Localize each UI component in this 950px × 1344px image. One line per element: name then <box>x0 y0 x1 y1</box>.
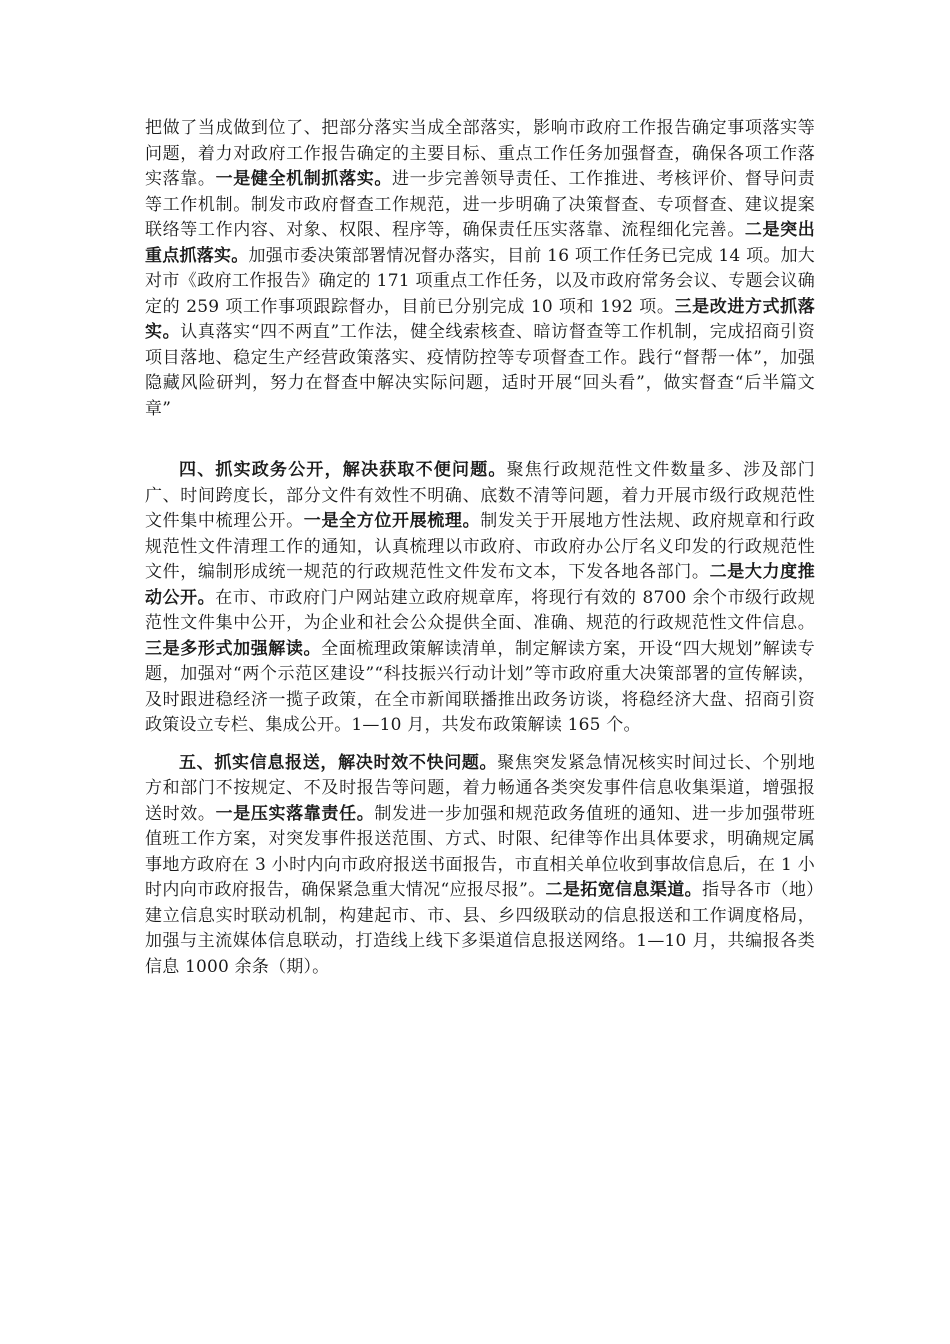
section-heading: 四、抓实政务公开，解决获取不便问题。 <box>179 460 507 480</box>
paragraph-supervision <box>145 116 815 422</box>
paragraph-heading: 二是大力度推动公开。 <box>145 562 815 608</box>
paragraph-text: 认真落实“四不两直”工作法，健全线索核查、暗访督查等工作机制，完成招商引资项目落地、稳定生产经营政策落实、疫情防控等专项督查工作。践行“督帮一体”，加强隐藏风险研判，努力在督查中解决实际问题，适时开展“回头看”，做实督查“后半篇文章” <box>145 322 815 419</box>
paragraph-text: 把做了当成做到位了、把部分落实当成全部落实，影响市政府工作报告确定事项落实等问题，着力对政府工作报告确定的主要目标、重点工作任务加强督查，确保各项工作落实落靠。 <box>145 118 815 189</box>
paragraph-heading: 二是突出重点抓落实。 <box>145 220 815 266</box>
paragraph-text: 全面梳理政策解读清单，制定解读方案，开设“四大规划”解读专题，加强对“两个示范区建设”“科技振兴行动计划”等市政府重大决策部署的宣传解读，及时跟进稳经济一揽子政策，在全市新闻联播推出政务访谈，将稳经济大盘、招商引资政策设立专栏、集成公开。1—10 月，共发布政策解读 165 个。 <box>145 638 816 735</box>
paragraph-heading: 一是健全机制抓落实。 <box>215 169 393 189</box>
document-page <box>145 116 815 980</box>
paragraph-heading: 三是多形式加强解读。 <box>145 638 322 659</box>
paragraph-text: 加强市委决策部署情况督办落实，目前 16 项工作任务已完成 14 项。加大对市《政府工作报告》确定的 171 项重点工作任务，以及市政府常务会议、专题会议确定的 259 项工作事项跟踪督办，目前已分别完成 10 项和 192 项。 <box>145 245 816 317</box>
paragraph-heading: 二是拓宽信息渠道。 <box>545 880 702 900</box>
paragraph-information-reporting <box>145 751 815 981</box>
paragraph-heading: 一是全方位开展梳理。 <box>303 511 481 531</box>
paragraph-text: 制发进一步加强和规范政务值班的通知、进一步加强带班值班工作方案，对突发事件报送范围、方式、时限、纪律等作出具体要求，明确规定属事地方政府在 3 小时内向市政府报送书面报告，市直相关单位收到事故信息后，在 1 小时内向市政府报告，确保紧急重大情况“应报尽报”。 <box>145 803 815 900</box>
paragraph-text: 制发关于开展地方性法规、政府规章和行政规范性文件清理工作的通知，认真梳理以市政府、市政府办公厅名义印发的行政规范性文件，编制形成统一规范的行政规范性文件发布文本，下发各地各部门。 <box>145 511 815 582</box>
paragraph-text: 聚焦突发紧急情况核实时间过长、个别地方和部门不按规定、不及时报告等问题，着力畅通各类突发事件信息收集渠道，增强报送时效。 <box>145 752 815 824</box>
paragraph-heading: 三是改进方式抓落实。 <box>145 296 815 342</box>
paragraph-text: 指导各市（地）建立信息实时联动机制，构建起市、市、县、乡四级联动的信息报送和工作调度格局，加强与主流媒体信息联动，打造线上线下多渠道信息报送网络。1—10 月，共编报各类信息 1000 余条（期）。 <box>145 880 815 977</box>
paragraph-text: 进一步完善领导责任、工作推进、考核评价、督导问责等工作机制。制发市政府督查工作规范，进一步明确了决策督查、专项督查、建议提案联络等工作内容、对象、权限、程序等，确保责任压实落靠、流程细化完善。 <box>145 169 815 240</box>
paragraph-text: 在市、市政府门户网站建立政府规章库，将现行有效的 8700 余个市级行政规范性文件集中公开，为企业和社会公众提供全面、准确、规范的行政规范性文件信息。 <box>145 587 815 633</box>
section-heading: 五、抓实信息报送，解决时效不快问题。 <box>179 752 498 773</box>
paragraph-heading: 一是压实落靠责任。 <box>215 803 375 824</box>
paragraph-government-affairs-disclosure <box>145 458 815 739</box>
paragraph-text: 聚焦行政规范性文件数量多、涉及部门广、时间跨度长，部分文件有效性不明确、底数不清等问题，着力开展市级行政规范性文件集中梳理公开。 <box>145 460 815 531</box>
